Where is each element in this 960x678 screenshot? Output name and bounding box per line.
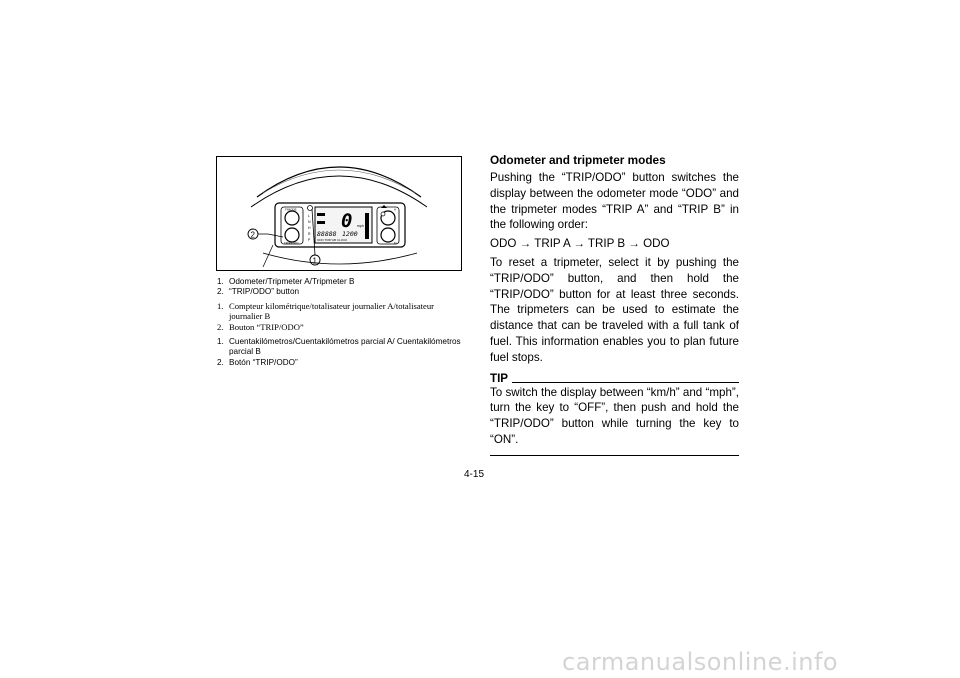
caption-item: 2. “TRIP/ODO” button: [217, 287, 300, 297]
tip-label: TIP: [490, 371, 509, 385]
lcd-unit: mph: [357, 224, 364, 228]
paragraph-2: To reset a tripmeter, select it by pushing the “TRIP/ODO” button, and then hold the “TRIP/ODO” button for at least three seconds. The tripmeters can be used to estimate the distance that can be traveled with a full tank of fuel. This information enables you to plan future fuel stops.: [490, 255, 739, 364]
fimode-button: [285, 211, 299, 225]
lcd-speed: 0: [341, 210, 353, 232]
captions-french: [217, 301, 467, 332]
caption-item: 2. Botón “TRIP/ODO”: [217, 357, 298, 367]
svg-text:1: 1: [312, 256, 317, 266]
lcd-clock: 1200: [342, 230, 358, 238]
captions-english: [217, 277, 467, 298]
lcd-modes: ODO TRIP AB CLOCK: [317, 238, 348, 242]
svg-text:H: H: [308, 226, 311, 230]
paragraph-1: Pushing the “TRIP/ODO” button switches the display between the odometer mode “ODO” and the tripmeter modes “TRIP A” and “TRIP B” in the following order:: [490, 171, 739, 232]
right-button-label-h: H: [394, 207, 397, 212]
tip-header: [490, 372, 739, 385]
captions-spanish: [217, 337, 467, 368]
svg-text:R: R: [308, 232, 311, 236]
tip-rule: [512, 382, 739, 383]
lcd-odometer: 88888: [317, 230, 337, 238]
svg-text:P: P: [308, 238, 311, 242]
left-button-label-2: TRIP/ODO: [284, 241, 299, 245]
meter-illustration: [217, 157, 461, 270]
watermark: carmanualsonline.info: [562, 648, 839, 676]
minute-button: [381, 228, 395, 242]
page-number: 4-15: [464, 469, 485, 480]
caption-item: 1. Cuentakilómetros/Cuentakilómetros parcial A/ Cuentakilómetros parcial B: [217, 337, 461, 357]
left-button-label-1: FIMODE: [285, 207, 297, 212]
svg-text:2: 2: [250, 230, 255, 240]
caption-item: 1. Compteur kilométrique/totalisateur journalier A/totalisateur journalier B: [217, 301, 435, 322]
mode-order: ODO → TRIP A → TRIP B → ODO: [490, 237, 670, 251]
section-heading: Odometer and tripmeter modes: [490, 153, 666, 167]
trip-odo-button: [285, 228, 299, 242]
caption-item: 1. Odometer/Tripmeter A/Tripmeter B: [217, 277, 355, 286]
svg-text:N: N: [308, 220, 311, 224]
right-button-label-m: M: [394, 241, 397, 245]
instrument-figure: [216, 156, 462, 271]
caption-item: 2. Bouton “TRIP/ODO”: [217, 321, 304, 332]
tip-end-rule: [490, 455, 739, 456]
text-column: [490, 153, 739, 456]
svg-text:L: L: [308, 214, 310, 218]
tip-text: To switch the display between “km/h” and “mph”, turn the key to “OFF”, then push and hold the “TRIP/ODO” button while turning the key to “ON”.: [490, 385, 739, 446]
